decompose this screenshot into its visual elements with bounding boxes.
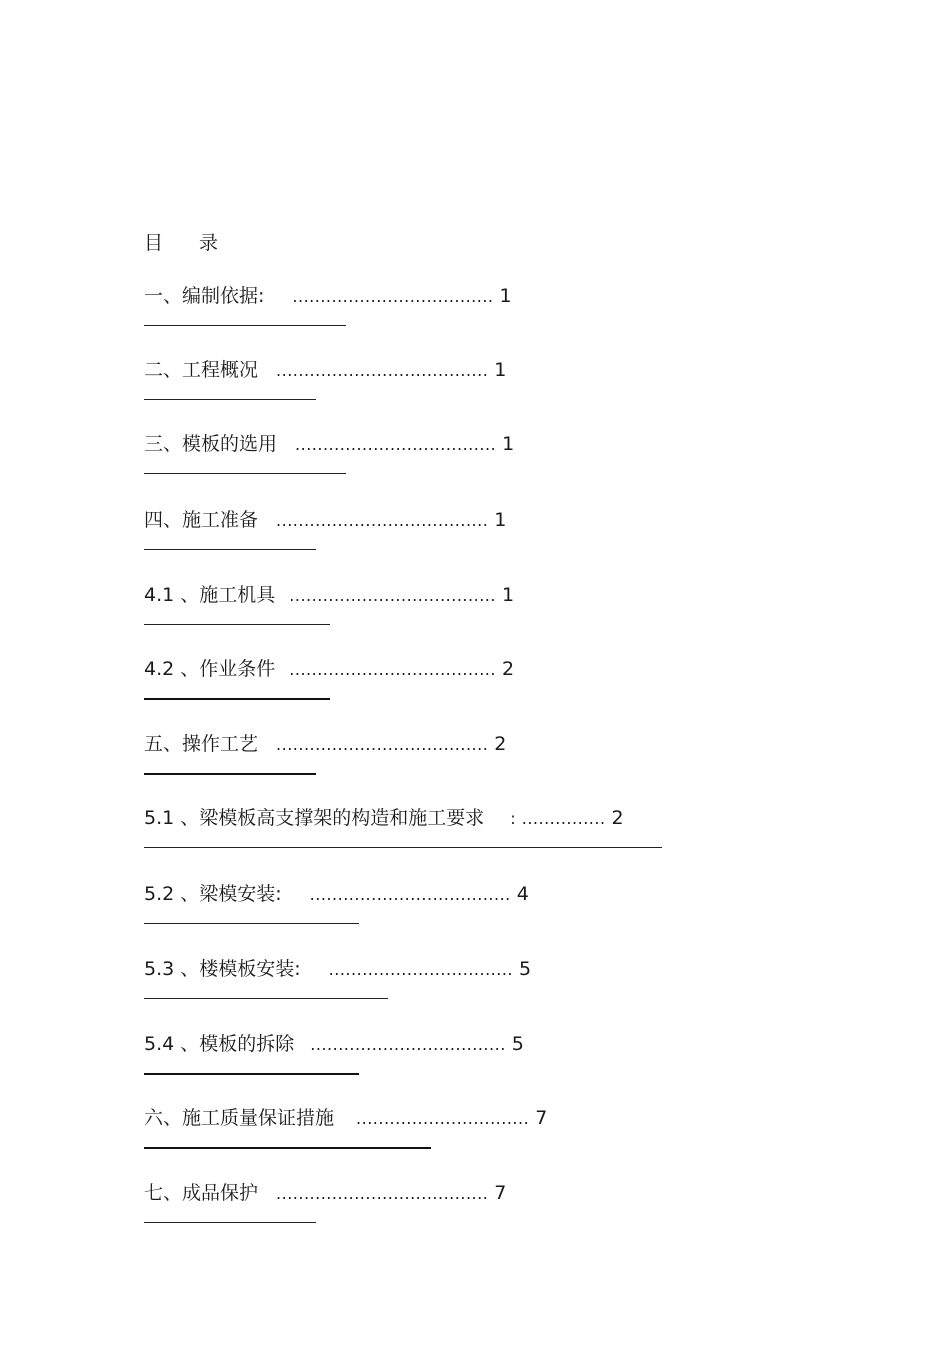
toc-entry-page: 1 xyxy=(494,509,507,531)
toc-entry[interactable] xyxy=(144,954,531,1004)
toc-entry-leader: ..................................... xyxy=(289,586,496,605)
toc-entry[interactable] xyxy=(144,429,514,479)
toc-entry[interactable] xyxy=(144,879,529,929)
toc-entry-leader: ...................................... xyxy=(276,1184,489,1203)
toc-entry-label: 一、编制依据: xyxy=(144,285,265,307)
toc-entry-page: 1 xyxy=(502,433,515,455)
toc-entry-underline xyxy=(144,998,388,999)
toc-entry-line xyxy=(144,355,506,381)
toc-entry-leader: ...................................... xyxy=(276,361,489,380)
toc-heading-char-1: 目 xyxy=(144,232,164,254)
toc-entry-page: 1 xyxy=(501,584,515,606)
toc-entry-page: 1 xyxy=(499,285,512,307)
toc-entry-label: 五、操作工艺 xyxy=(144,733,259,755)
toc-entry-line xyxy=(144,1178,506,1204)
toc-entry-underline xyxy=(144,923,359,924)
toc-entry-leader: ................................. xyxy=(328,960,514,979)
toc-entry[interactable] xyxy=(144,580,514,630)
toc-entry-leader: .................................... xyxy=(295,435,497,454)
toc-entry[interactable] xyxy=(144,654,514,704)
toc-heading xyxy=(144,228,218,255)
toc-heading-char-2: 录 xyxy=(199,232,219,254)
toc-entry-line xyxy=(144,729,506,755)
toc-entry-underline xyxy=(144,624,330,625)
toc-entry-underline xyxy=(144,698,330,700)
toc-entry-page: 7 xyxy=(535,1107,548,1129)
toc-entry-page: 4 xyxy=(516,883,529,905)
toc-entry-page: 2 xyxy=(494,733,507,755)
toc-entry[interactable] xyxy=(144,355,506,405)
toc-entry-underline xyxy=(144,1222,316,1223)
toc-entry-label: 4.1 、施工机具 xyxy=(144,584,276,606)
toc-entry-label: 二、工程概况 xyxy=(144,359,259,381)
toc-entry-underline xyxy=(144,473,346,474)
toc-entry-underline xyxy=(144,1073,359,1075)
toc-entry-label: 5.2 、梁模安装: xyxy=(144,883,282,905)
toc-entry-line xyxy=(144,879,529,905)
toc-entry-leader: .................................... xyxy=(292,287,494,306)
toc-entry-underline xyxy=(144,399,316,400)
toc-entry-line xyxy=(144,281,512,307)
toc-entry-line xyxy=(144,580,514,606)
toc-entry-page: 7 xyxy=(494,1182,507,1204)
toc-entry-label: 四、施工准备 xyxy=(144,509,259,531)
toc-entry-leader: ..................................... xyxy=(289,660,496,679)
toc-entry-line xyxy=(144,505,506,531)
toc-entry-underline xyxy=(144,325,346,326)
toc-entry[interactable] xyxy=(144,1029,524,1079)
toc-entry-underline xyxy=(144,1147,431,1149)
toc-entry-leader: .................................... xyxy=(309,885,511,904)
toc-entry-underline xyxy=(144,847,662,848)
toc-entry[interactable] xyxy=(144,1103,547,1153)
toc-entry-line xyxy=(144,803,624,829)
toc-entry-line xyxy=(144,429,514,455)
toc-entry-leader: ............................... xyxy=(356,1109,530,1128)
toc-entry-line xyxy=(144,1029,524,1055)
toc-entry-line xyxy=(144,1103,547,1129)
toc-entry-label: 5.3 、楼模板安装: xyxy=(144,958,301,980)
toc-entry-label: 5.4 、模板的拆除 xyxy=(144,1033,295,1055)
toc-entry[interactable] xyxy=(144,505,506,555)
toc-entry-line xyxy=(144,654,514,680)
toc-entry-leader: : ............... xyxy=(510,809,606,828)
toc-entry-label: 5.1 、梁模板高支撑架的构造和施工要求 xyxy=(144,807,485,829)
toc-entry-underline xyxy=(144,773,316,775)
toc-entry-leader: ...................................... xyxy=(276,735,489,754)
toc-entry[interactable] xyxy=(144,281,512,331)
toc-entry-leader: ...................................... xyxy=(276,511,489,530)
toc-entry-line xyxy=(144,954,531,980)
toc-entry-page: 5 xyxy=(519,958,532,980)
toc-entry-label: 六、施工质量保证措施 xyxy=(144,1107,335,1129)
toc-entry-page: 2 xyxy=(611,807,624,829)
toc-entry-page: 2 xyxy=(501,658,515,680)
toc-entry[interactable] xyxy=(144,1178,506,1228)
toc-entry-label: 三、模板的选用 xyxy=(144,433,278,455)
toc-entry-label: 七、成品保护 xyxy=(144,1182,259,1204)
toc-entry-underline xyxy=(144,549,316,550)
toc-entry-page: 5 xyxy=(511,1033,524,1055)
toc-entry[interactable] xyxy=(144,729,506,779)
toc-entry-page: 1 xyxy=(494,359,507,381)
toc-entry[interactable] xyxy=(144,803,624,853)
toc-entry-label: 4.2 、作业条件 xyxy=(144,658,276,680)
toc-entry-leader: ................................... xyxy=(310,1035,506,1054)
